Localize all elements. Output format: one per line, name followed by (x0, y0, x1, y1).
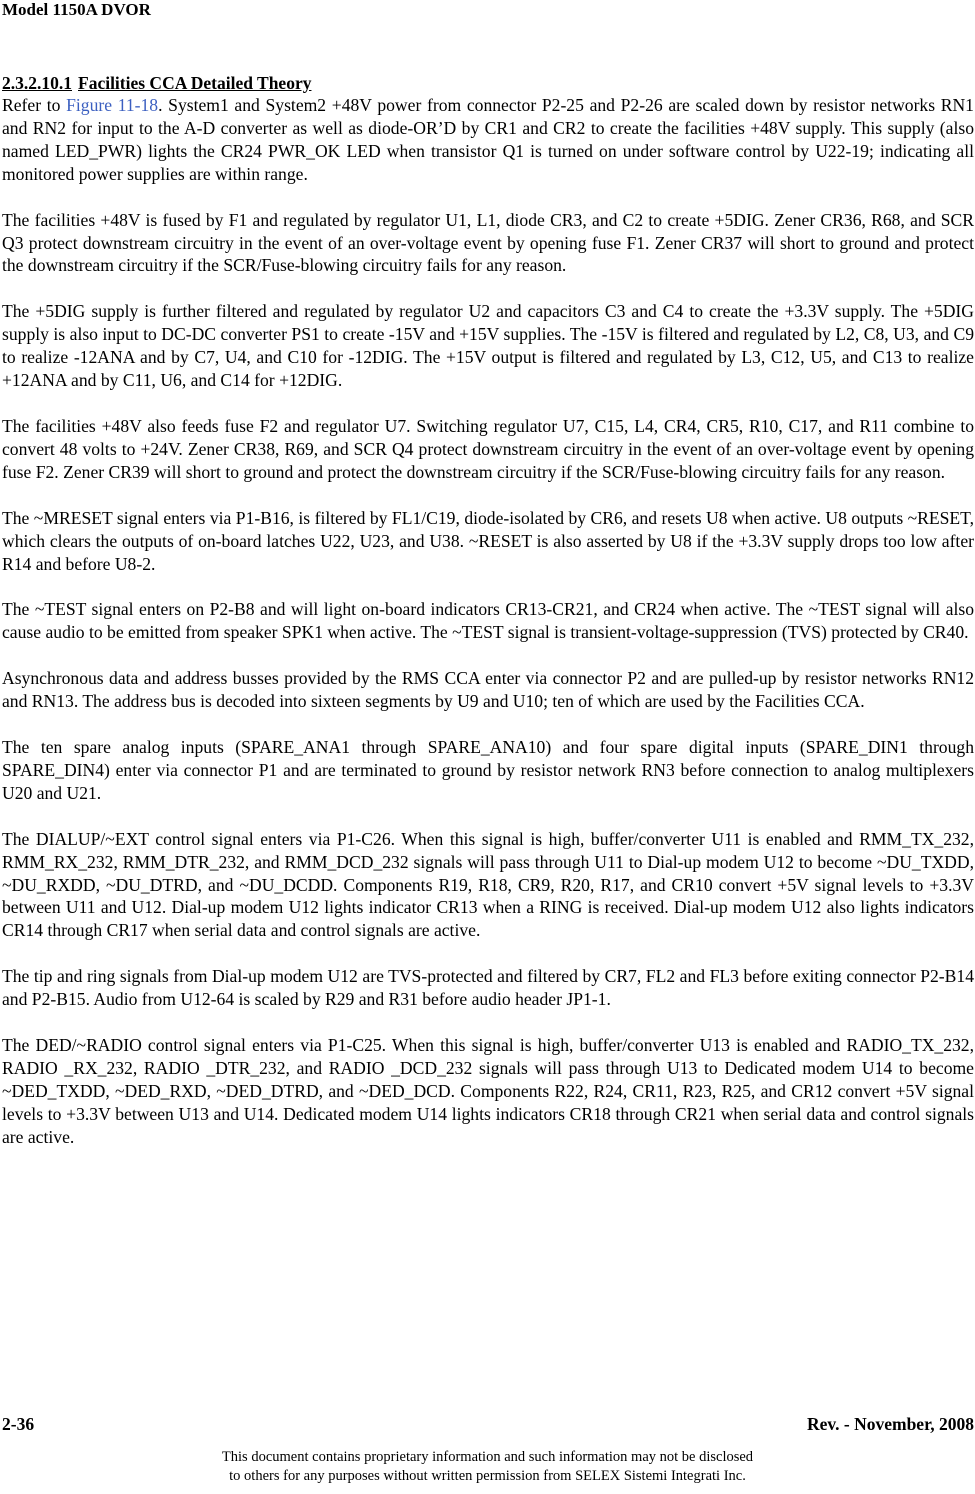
proprietary-disclaimer (0, 1448, 975, 1486)
page-number: 2-36 (2, 1414, 35, 1434)
paragraph-text: . System1 and System2 +48V power from connector P2-25 and P2-26 are scaled down by resistor networks RN1 and RN2 for input to the A-D converter as well as diode-OR’D by CR1 and CR2 to create the facilities +48V supply. This supply (also named LED_PWR) lights the CR24 PWR_OK LED when transistor Q1 is turned on under software control by U22-19; indicating all monitored power supplies are within range. (2, 95, 974, 184)
section-title: Facilities CCA Detailed Theory (78, 73, 312, 93)
paragraph-busses: Asynchronous data and address busses provided by the RMS CCA enter via connector P2 and are pulled-up by resistor networks RN12 and RN13. The address bus is decoded into sixteen segments by U9 and U10; ten of which are used by the Facilities CCA. (2, 668, 974, 712)
revision-date: Rev. - November, 2008 (806, 1414, 974, 1434)
paragraph-power-inputs (2, 94, 974, 186)
section-number: 2.3.2.10.1 (2, 73, 72, 93)
paragraph-test-signal: The ~TEST signal enters on P2-B8 and will light on-board indicators CR13-CR21, and CR24 when active. The ~TEST signal will also cause audio to be emitted from speaker SPK1 when active. The ~TEST signal is transient-voltage-suppression (TVS) protected by CR40. (2, 599, 974, 643)
document-header (2, 0, 151, 20)
paragraph-5dig-supply: The facilities +48V is fused by F1 and regulated by regulator U1, L1, diode CR3, and C2 to create +5DIG. Zener CR36, R68, and SCR Q3 protect downstream circuitry in the event of an over-voltage event by opening fuse F1. Zener CR37 will short to ground and protect the downstream circuitry if the SCR/Fuse-blowing circuitry fails for any reason. (2, 209, 974, 276)
disclaimer-line: to others for any purposes without written permission from SELEX Sistemi Integrati Inc. (229, 1468, 746, 1484)
figure-link[interactable]: Figure 11-18 (66, 95, 159, 115)
paragraph-24v-supply: The facilities +48V also feeds fuse F2 and regulator U7. Switching regulator U7, C15, L4, CR4, CR5, R10, C17, and R11 combine to convert 48 volts to +24V. Zener CR38, R69, and SCR Q4 protect downstream circuitry in the event of an over-voltage event by opening fuse F2. Zener CR39 will short to ground and protect the downstream circuitry if the SCR/Fuse-blowing circuitry fails for any reason. (2, 415, 974, 482)
paragraph-radio: The DED/~RADIO control signal enters via P1-C25. When this signal is high, buffer/converter U13 is enabled and RADIO_TX_232, RADIO _RX_232, RADIO _DTR_232, and RADIO _DCD_232 signals will pass through U13 to Dedicated modem U14 to become ~DED_TXDD, ~DED_RXD, ~DED_DTRD, and ~DED_DCD. Components R22, R24, CR11, R23, R25, and CR12 convert +5V signal levels to +3.3V between U13 and U14. Dedicated modem U14 lights indicators CR18 through CR21 when serial data and control signals are active. (2, 1035, 974, 1147)
disclaimer-line: This document contains proprietary information and such information may not be disclosed (221, 1449, 754, 1465)
section-heading (2, 72, 974, 94)
paragraph-tip-ring: The tip and ring signals from Dial-up modem U12 are TVS-protected and filtered by CR7, FL2 and FL3 before exiting connector P2-B14 and P2-B15. Audio from U12-64 is scaled by R29 and R31 before audio header JP1-1. (2, 966, 974, 1010)
paragraph-spare-inputs: The ten spare analog inputs (SPARE_ANA1 through SPARE_ANA10) and four spare digital inputs (SPARE_DIN1 through SPARE_DIN4) enter via connector P1 and are terminated to ground by resistor network RN3 before connection to analog multiplexers U20 and U21. (2, 737, 974, 803)
model-title: Model 1150A DVOR (2, 0, 151, 19)
paragraph-text: Refer to (2, 95, 67, 115)
paragraph-dialup: The DIALUP/~EXT control signal enters via P1-C26. When this signal is high, buffer/converter U11 is enabled and RMM_TX_232, RMM_RX_232, RMM_DTR_232, and RMM_DCD_232 signals will pass through U11 to Dial-up modem U12 to become ~DU_TXDD, ~DU_RXDD, ~DU_DTRD, and ~DU_DCDD. Components R19, R18, CR9, R20, R17, and CR10 convert +5V signal levels to +3.3V between U11 and U12. Dial-up modem U12 lights indicator CR13 when a RING is received. Dial-up modem U12 also lights indicators CR14 through CR17 when serial data and control signals are active. (2, 828, 974, 941)
page-body (2, 72, 974, 1172)
paragraph-mreset: The ~MRESET signal enters via P1-B16, is filtered by FL1/C19, diode-isolated by CR6, and resets U8 when active. U8 outputs ~RESET, which clears the outputs of on-board latches U22, U23, and U38. ~RESET is also asserted by U8 if the +3.3V supply drops too low after R14 and before U8-2. (2, 507, 974, 574)
paragraph-3v3-supply: The +5DIG supply is further filtered and regulated by regulator U2 and capacitors C3 and C4 to create the +3.3V supply. The +5DIG supply is also input to DC-DC converter PS1 to create -15V and +15V supplies. The -15V is filtered and regulated by L2, C8, U3, and C9 to realize -12ANA and by C7, U4, and C10 for -12DIG. The +15V output is filtered and regulated by L3, C12, U5, and C13 to realize +12ANA and by C11, U6, and C14 for +12DIG. (2, 301, 974, 391)
